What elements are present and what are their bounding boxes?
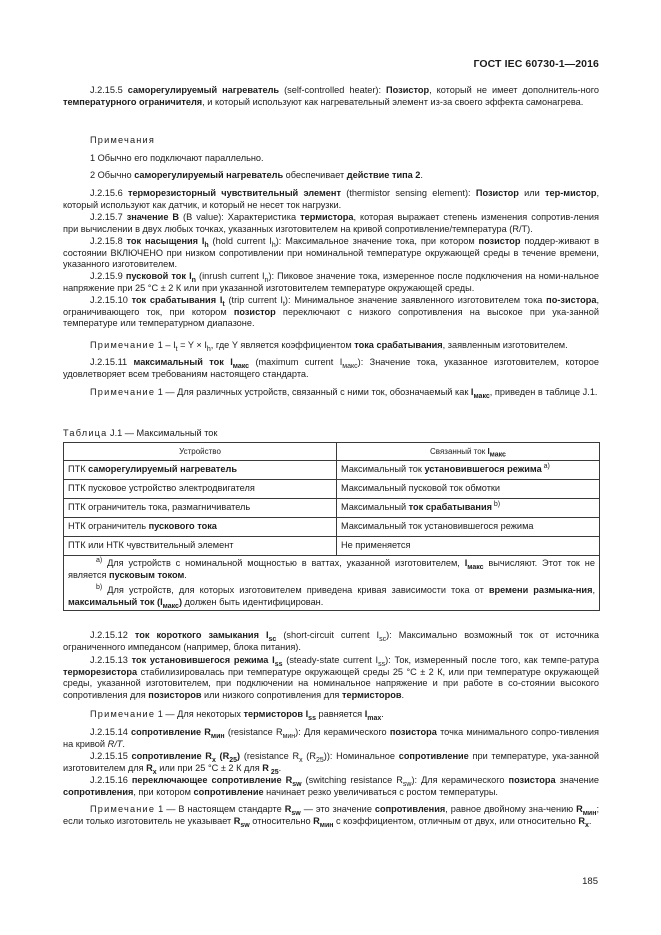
clause-j-2-15-10: J.2.15.10 ток срабатывания $I_t$ (trip current $I_t$): Минимальное значение заявленного изготовителем тока по-зистора, ограничивающего ток, при котором позистор переключают с низкого сопротивления на высокое при ука-занной температуре или температурном диапазоне. bbox=[63, 295, 599, 329]
col-device-header: Устройство bbox=[64, 443, 337, 461]
table-cell: ПТК пусковое устройство электродвигателя bbox=[64, 480, 337, 499]
clause-j-2-15-9: J.2.15.9 пусковой ток $I_n$ (inrush current $I_n$): Пиковое значение тока, измеренное после подключения на номи-нальное напряжение при 25 °С ± 2 К или при указанной изготовителем температуре окружающей среды. bbox=[63, 271, 600, 293]
table-header-row bbox=[64, 443, 600, 461]
footnote-b: $^{b)}$ Для устройств, для которых изготовителем приведена кривая зависимости тока от времени размыка-ния, максимальный ток $(I_{макс})$ должен быть идентифицирован. bbox=[68, 584, 595, 610]
clause-j-2-15-16: J.2.15.16 переключающее сопротивление $R_{sw}$ (switching resistance $R_{sw}$): Для керамического позистора значение сопротивления, при котором сопротивление начинает резко увеличиваться с ростом температуры. bbox=[63, 775, 599, 797]
table-row bbox=[64, 461, 600, 480]
table-cell: Максимальный пусковой ток обмотки bbox=[337, 480, 600, 499]
col-current-header: Связанный ток $I_{макс}$ bbox=[337, 443, 600, 461]
table-cell: НТК ограничитель пускового тока bbox=[64, 518, 337, 537]
table-cell: Максимальный ток установившегося режима bbox=[337, 518, 600, 537]
note-2: 2 Обычно саморегулируемый нагреватель обеспечивает действие типа 2. bbox=[90, 170, 423, 180]
note-rsw: Примечание 1 — В настоящем стандарте $R_{sw}$ — это значение сопротивления, равное двойному зна-чению $R_{мин}$; если только изготовитель не указывает $R_{sw}$ относительно $R_{мин}$ с коэффициентом, отличным от двух, или относительно $R_x$. bbox=[63, 804, 599, 829]
clause-j-2-15-11: J.2.15.11 максимальный ток $I_{макс}$ (maximum current $I_{макс}$): Значение тока, указанное изготовителем, которое удовлетворяет всем требованиям настоящего стандарта. bbox=[63, 357, 600, 379]
note-max-current: Примечание 1 — Для различных устройств, связанный с ними ток, обозначаемый как $I_{макс}$, приведен в таблице J.1. bbox=[90, 387, 598, 400]
table-cell: Максимальный ток срабатывания $^{b)}$ bbox=[337, 499, 600, 518]
table-caption: Таблица J.1 — Максимальный ток bbox=[63, 428, 218, 438]
table-cell: ПТК саморегулируемый нагреватель bbox=[64, 461, 337, 480]
table-footnote-cell bbox=[64, 556, 600, 611]
table-cell: ПТК или НТК чувствительный элемент bbox=[64, 537, 337, 556]
page-number: 185 bbox=[582, 876, 598, 887]
clause-j-2-15-7: J.2.15.7 значение В (В value): Характеристика термистора, которая выражает степень изменения сопротив-ления при вычислении в двух любых точках, указанных изготовителем на кривой сопротивление/температура (R/T). bbox=[63, 212, 599, 234]
clause-j-2-15-15: J.2.15.15 сопротивление $R_x$ $(R_{25})$ (resistance $R_x$ $(R_{25})$): Номинальное сопротивление при температуре, ука-занной изготовителем для $R_x$ или при 25 °С ± 2 К для R $_{25}$. bbox=[63, 751, 600, 776]
clause-j-2-15-8: J.2.15.8 ток насыщения $I_h$ (hold current $I_h$): Максимальное значение тока, при котором позистор поддер-живают в состоянии ВКЛЮЧЕНО при низком сопротивлении при номинальной температуре окружающей среды в течение времени, указанного изготовителем. bbox=[63, 236, 600, 270]
note-trip-current: Примечание $1 - I_t = Y \times I_h$, где Y является коэффициентом тока срабатывания, заявленным изготовителем. bbox=[90, 340, 568, 353]
note-thermistor-iss: Примечание 1 — Для некоторых термисторов $I_{ss}$ равняется $I_{max}$. bbox=[90, 709, 384, 722]
table-footnotes bbox=[64, 556, 600, 611]
clause-j-2-15-12: J.2.15.12 ток короткого замыкания $I_{sc}$ (short-circuit current $I_{sc}$): Максимально возможный ток от источника ограниченного импедансом (например, блока питания). bbox=[63, 630, 599, 652]
table-cell: Максимальный ток установившегося режима $^{а)}$ bbox=[337, 461, 600, 480]
clause-j-2-15-5: J.2.15.5 саморегулируемый нагреватель (self-controlled heater): Позистор, который не имеет дополнитель-ного температурного ограничителя, и который используют как нагревательный элемент из-за своего эффекта самонагрева. bbox=[63, 85, 600, 107]
table-row bbox=[64, 518, 600, 537]
note-1: 1 Обычно его подключают параллельно. bbox=[90, 153, 264, 163]
table-cell: Не применяется bbox=[337, 537, 600, 556]
table-cell: ПТК ограничитель тока, размагничиватель bbox=[64, 499, 337, 518]
clause-j-2-15-14: J.2.15.14 сопротивление $R_{мин}$ (resistance $R_{мин}$): Для керамического позистора точка минимального сопро-тивления на кривой R/T. bbox=[63, 727, 599, 749]
clause-j-2-15-13: J.2.15.13 ток установившегося режима $I_{ss}$ (steady-state current $I_{ss}$): Ток, измеренный после того, как темпе-ратура терморезистора стабилизировалась при температуре окружающей среды 25 °С ± 2 К, или при температуре окружающей среды, указанной изготовителем, при подключении на номинальное напряжение и при работе в со-стоянии высокого сопротивления для позисторов или низкого сопротивления для термисторов. bbox=[63, 655, 599, 700]
table-row bbox=[64, 480, 600, 499]
notes-heading: Примечания bbox=[90, 135, 156, 145]
table-row bbox=[64, 499, 600, 518]
standard-header: ГОСТ IEC 60730-1—2016 bbox=[473, 58, 599, 70]
max-current-table bbox=[63, 442, 600, 611]
footnote-a: $^{а)}$ Для устройств с номинальной мощностью в ваттах, указанной изготовителем, $I_{макс}$ вычисляют. Этот ток не является пусковым током. bbox=[68, 556, 595, 580]
table-row bbox=[64, 537, 600, 556]
clause-j-2-15-6: J.2.15.6 терморезисторный чувствительный элемент (thermistor sensing element): Позистор или тер-мистор, который используют как датчик, и который не несет ток нагрузки. bbox=[63, 188, 600, 210]
